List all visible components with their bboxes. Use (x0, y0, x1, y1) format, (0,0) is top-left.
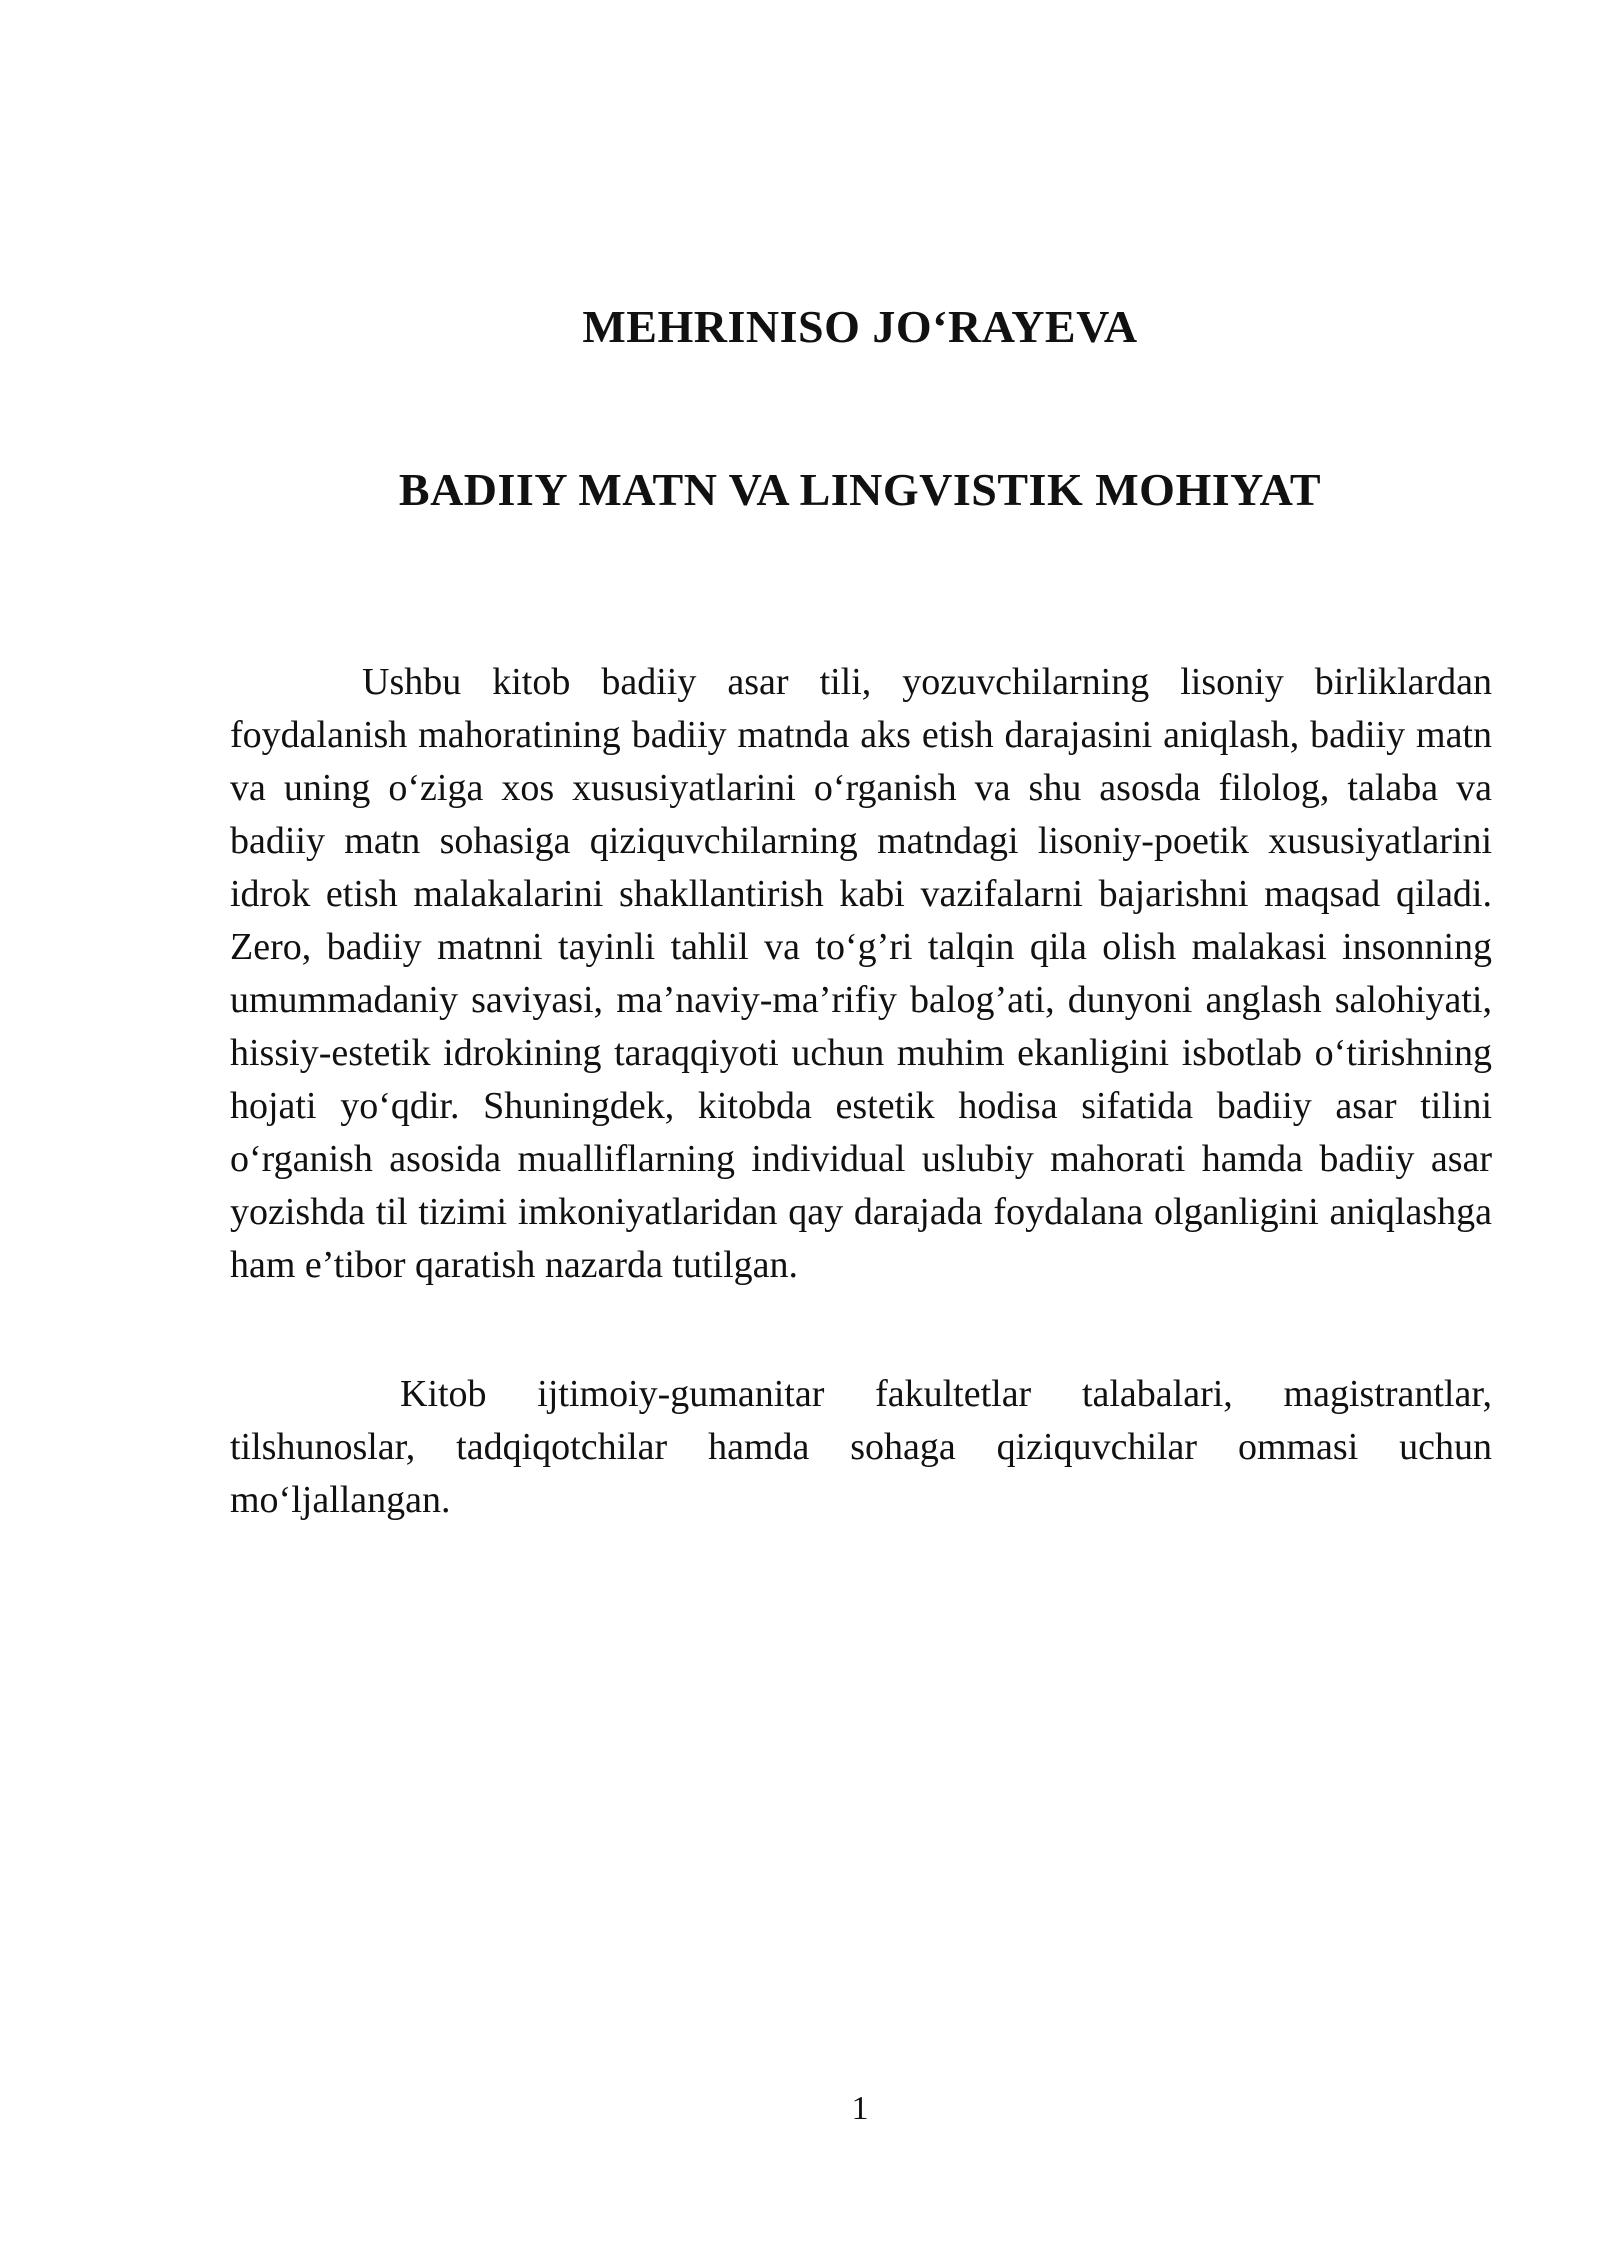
book-title: BADIIY MATN VA LINGVISTIK MOHIYAT (398, 464, 1322, 515)
audience-paragraph: Kitob ijtimoiy-gumanitar fakultetlar talabalari, magistrantlar, tilshunoslar, tadqiqotchilar hamda sohaga qiziquvchilar ommasi uchun mo‘ljallangan. (230, 1373, 1492, 1521)
annotation-paragraph: Ushbu kitob badiiy asar tili, yozuvchilarning lisoniy birliklardan foydalanish mahoratining badiiy matnda aks etish darajasini aniqlash, badiiy matn va uning o‘ziga xos xususiyatlarini o‘rganish va shu asosda filolog, talaba va badiiy matn sohasiga qiziquvchilarning matndagi lisoniy-poetik xususiyatlarini idrok etish malakalarini shakllantirish kabi vazifalarni bajarishni maqsad qiladi. Zero, badiiy matnni tayinli tahlil va to‘g’ri talqin qila olish malakasi insonning umummadaniy saviyasi, ma’naviy-ma’rifiy balog’ati, dunyoni anglash salohiyati, hissiy-estetik idrokining taraqqiyoti uchun muhim ekanligini isbotlab o‘tirishning hojati yo‘qdir. Shuningdek, kitobda estetik hodisa sifatida badiiy asar tilini o‘rganish asosida mualliflarning individual uslubiy mahorati hamda badiiy asar yozishda til tizimi imkoniyatlaridan qay darajada foydalana olganligini aniqlashga ham e’tibor qaratish nazarda tutilgan. (230, 661, 1492, 1286)
page-number: 1 (851, 2090, 869, 2127)
author-name: MEHRINISO JO‘RAYEVA (582, 301, 1138, 352)
